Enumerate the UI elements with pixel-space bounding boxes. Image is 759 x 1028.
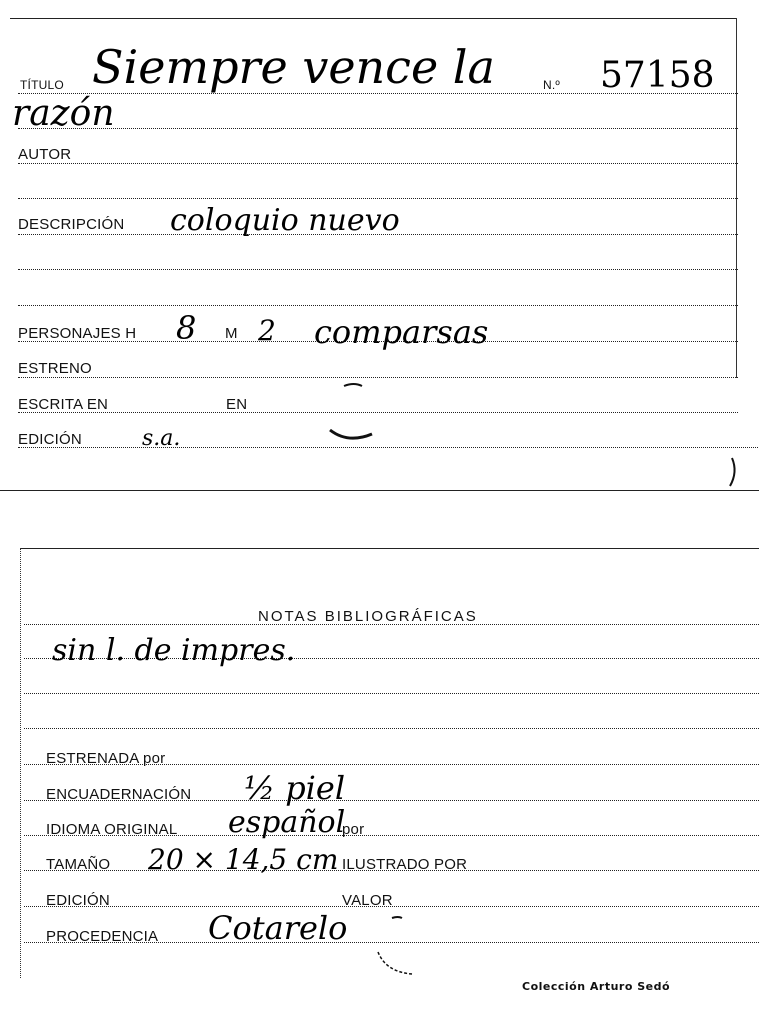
ruled-line: [24, 693, 759, 694]
label-personajes-m: M: [225, 325, 238, 342]
label-en: EN: [226, 396, 248, 413]
handwritten-personajes-m: 2: [258, 314, 276, 347]
card-top-edge: [10, 18, 736, 19]
handwritten-tamano: 20 × 14,5 cm: [148, 843, 339, 876]
handwritten-personajes-extra: comparsas: [314, 313, 489, 351]
label-tamano: TAMAÑO: [46, 856, 111, 873]
handwritten-edicion: s.a.: [142, 426, 181, 451]
card-top-edge: [20, 548, 759, 549]
ruled-line: [18, 377, 738, 378]
ruled-line: [24, 728, 759, 729]
ruled-line: [18, 305, 738, 306]
card-left-edge: [20, 548, 21, 978]
label-edicion: EDICIÓN: [18, 431, 82, 448]
ruled-line: [18, 269, 738, 270]
handwritten-titulo-line2: razón: [12, 93, 115, 134]
collection-stamp: Colección Arturo Sedó: [522, 980, 671, 993]
label-estrenada-por: ESTRENADA por: [46, 750, 166, 767]
handwritten-notas: sin l. de impres.: [52, 633, 296, 668]
label-valor: VALOR: [342, 892, 393, 909]
pen-stroke-mark: [326, 380, 376, 450]
label-titulo: TÍTULO: [20, 78, 64, 92]
ruled-line: [18, 412, 738, 413]
catalog-card-front: [0, 0, 759, 500]
label-estreno: ESTRENO: [18, 360, 92, 377]
catalog-card-back: [0, 540, 759, 1028]
label-por: por: [342, 821, 365, 838]
ruled-line: [18, 198, 738, 199]
ruled-line: [18, 447, 758, 448]
label-numero: N.º: [543, 78, 560, 92]
handwritten-idioma: español: [228, 805, 346, 840]
label-personajes-h: PERSONAJES H: [18, 325, 137, 342]
label-descripcion: DESCRIPCIÓN: [18, 216, 125, 233]
handwritten-encuadernacion: ½ piel: [244, 769, 346, 807]
label-procedencia: PROCEDENCIA: [46, 928, 159, 945]
label-autor: AUTOR: [18, 146, 72, 163]
handwritten-descripcion: coloquio nuevo: [170, 203, 400, 238]
pen-stroke-mark: [368, 912, 438, 982]
label-escrita-en: ESCRITA EN: [18, 396, 109, 413]
label-encuadernacion: ENCUADERNACIÓN: [46, 786, 192, 803]
handwritten-titulo-line1: Siempre vence la: [92, 40, 495, 94]
handwritten-numero: 57158: [600, 55, 715, 96]
notas-heading: NOTAS BIBLIOGRÁFICAS: [258, 608, 478, 625]
ruled-line: [18, 163, 738, 164]
label-idioma-original: IDIOMA ORIGINAL: [46, 821, 178, 838]
handwritten-procedencia: Cotarelo: [208, 909, 348, 947]
handwritten-personajes-h: 8: [176, 309, 197, 347]
label-edicion-back: EDICIÓN: [46, 892, 110, 909]
ruled-line: [18, 128, 738, 129]
card-bottom-edge: [0, 490, 759, 491]
bracket-mark: [726, 456, 742, 490]
label-ilustrado-por: ILUSTRADO POR: [342, 856, 468, 873]
